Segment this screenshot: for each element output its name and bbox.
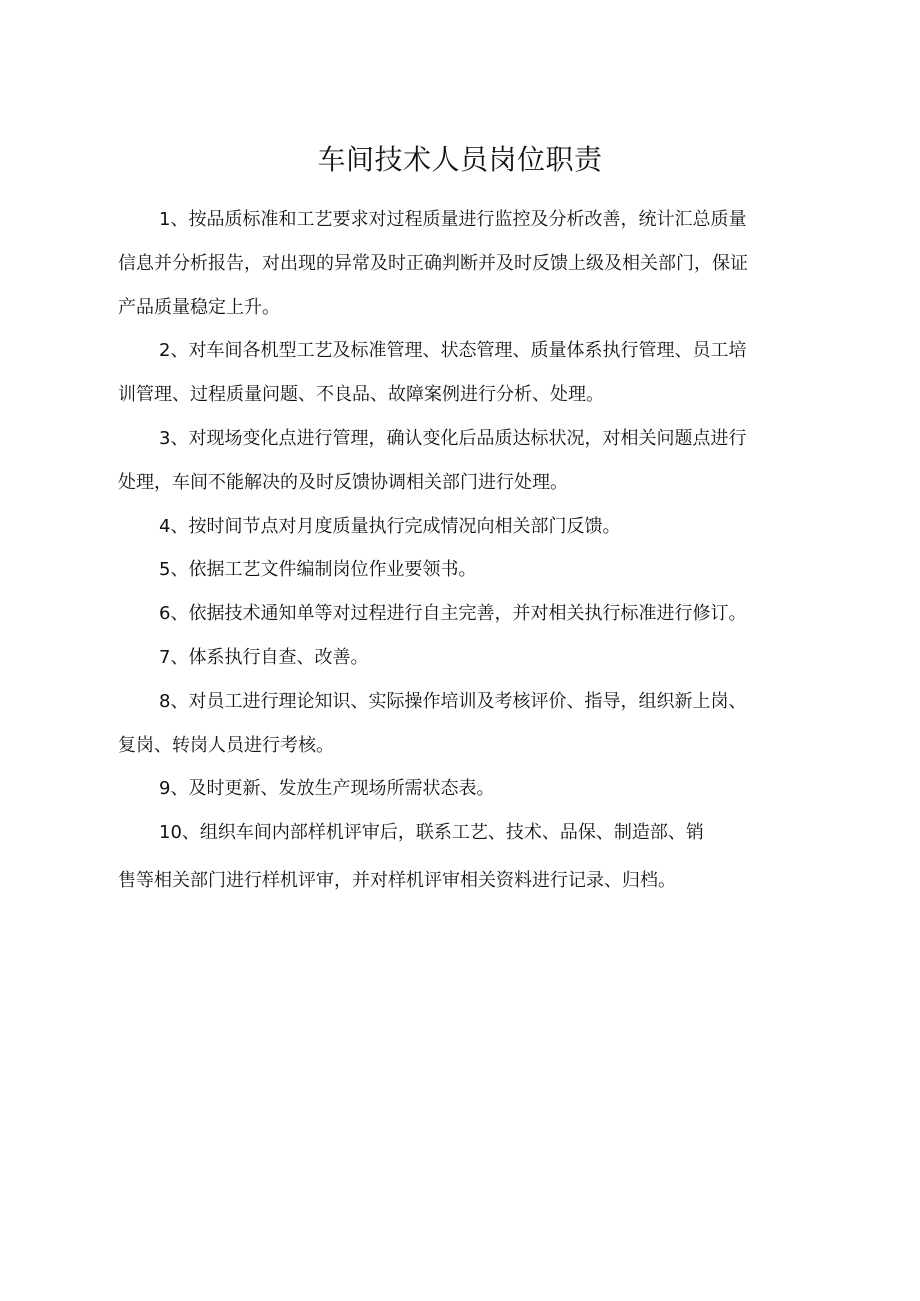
- duty-item-1-line-3: 产品质量稳定上升。: [118, 296, 280, 318]
- duty-item-7: [118, 636, 838, 680]
- duty-item-2-line-1: 2、对车间各机型工艺及标准管理、状态管理、质量体系执行管理、员工培: [159, 340, 747, 362]
- duty-item-3-line-1: 3、对现场变化点进行管理，确认变化后品质达标状况，对相关问题点进行: [159, 427, 747, 449]
- duty-item-3: [118, 417, 838, 505]
- duty-item-10-continuation: [118, 859, 838, 903]
- document-body: [118, 198, 838, 903]
- page-title: 车间技术人员岗位职责: [317, 143, 603, 176]
- duty-item-1: [118, 198, 838, 329]
- duty-item-10-line-1: 10、组织车间内部样机评审后，联系工艺、技术、品保、制造部、销: [159, 822, 704, 844]
- duty-item-3-line-2: 处理，车间不能解决的及时反馈协调相关部门进行处理。: [118, 471, 568, 493]
- duty-item-8: [118, 680, 838, 768]
- duty-item-6-line-1: 6、依据技术通知单等对过程进行自主完善，并对相关执行标准进行修订。: [159, 603, 747, 625]
- duty-item-1-line-1: 1、按品质标准和工艺要求对过程质量进行监控及分析改善，统计汇总质量: [159, 209, 747, 230]
- duty-item-10-line-2: 售等相关部门进行样机评审，并对样机评审相关资料进行记录、归档。: [118, 869, 676, 891]
- duty-item-9-line-1: 9、及时更新、发放生产现场所需状态表。: [159, 778, 495, 800]
- duty-item-2-line-2: 训管理、过程质量问题、不良品、故障案例进行分析、处理。: [118, 384, 604, 406]
- duty-item-7-line-1: 7、体系执行自查、改善。: [159, 646, 369, 668]
- duty-item-4: [118, 505, 838, 549]
- duty-item-10: [118, 811, 838, 855]
- duty-item-1-line-2: 信息并分析报告，对出现的异常及时正确判断并及时反馈上级及相关部门，保证: [118, 252, 748, 274]
- duty-item-8-line-1: 8、对员工进行理论知识、实际操作培训及考核评价、指导，组织新上岗、: [159, 690, 747, 712]
- duty-item-9: [118, 767, 838, 811]
- duty-item-5: [118, 548, 838, 592]
- duty-item-5-line-1: 5、依据工艺文件编制岗位作业要领书。: [159, 559, 477, 581]
- duty-item-4-line-1: 4、按时间节点对月度质量执行完成情况向相关部门反馈。: [159, 515, 621, 537]
- duty-item-8-line-2: 复岗、转岗人员进行考核。: [118, 734, 334, 756]
- duty-item-6: [118, 592, 838, 636]
- duty-item-2: [118, 329, 838, 417]
